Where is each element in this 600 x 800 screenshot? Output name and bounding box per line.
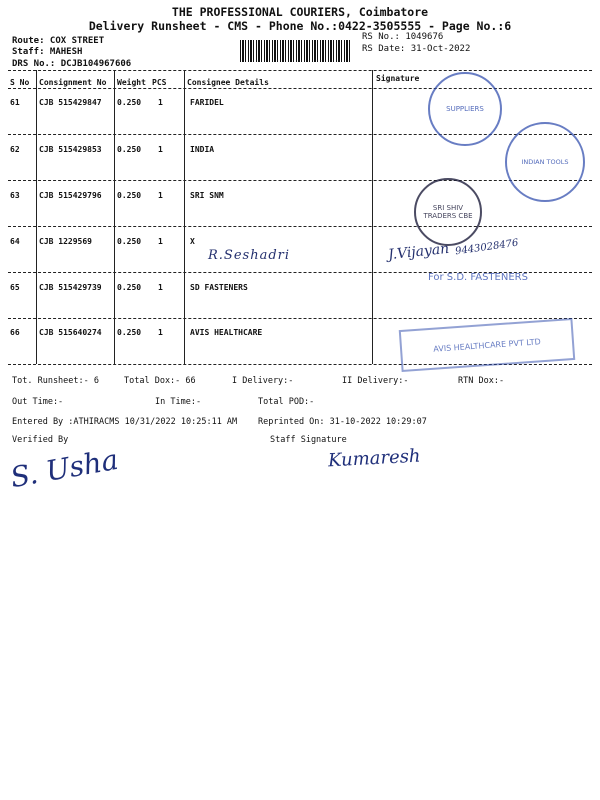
rs-date: RS Date: 31-Oct-2022	[362, 44, 471, 54]
row-consignee: AVIS HEALTHCARE	[190, 328, 263, 337]
stamp-text: AVIS HEALTHCARE PVT LTD	[433, 336, 541, 354]
row-divider	[8, 226, 592, 227]
col-header-consignment: Consignment No	[39, 78, 107, 87]
company-title: THE PROFESSIONAL COURIERS, Coimbatore	[171, 5, 429, 19]
first-delivery: I Delivery:-	[232, 376, 294, 386]
row-pcs: 1	[158, 283, 163, 292]
row-consignment: CJB 515429796	[39, 191, 102, 200]
row-sno: 64	[10, 237, 20, 246]
row-weight: 0.250	[117, 98, 142, 107]
row-consignee: X	[190, 237, 195, 246]
col-header-consignee: Consignee Details	[187, 78, 269, 87]
row-pcs: 1	[158, 328, 163, 337]
row-consignment: CJB 515640274	[39, 328, 102, 337]
stamp-text: SUPPLIERS	[446, 105, 484, 113]
row-consignee: INDIA	[190, 145, 215, 154]
row-sno: 61	[10, 98, 20, 107]
drs-number: DRS No.: DCJB104967606	[12, 59, 132, 69]
column-divider	[114, 70, 115, 364]
row-consignment: CJB 515429739	[39, 283, 102, 292]
row-weight: 0.250	[117, 283, 142, 292]
row-weight: 0.250	[117, 191, 142, 200]
row-consignment: CJB 515429847	[39, 98, 102, 107]
staff-signature: Kumaresh	[327, 445, 422, 472]
total-dox: Total Dox:- 66	[124, 376, 196, 386]
total-pod: Total POD:-	[258, 397, 315, 407]
second-delivery: II Delivery:-	[342, 376, 409, 386]
out-time: Out Time:-	[12, 397, 64, 407]
reprinted-on: Reprinted On: 31-10-2022 10:29:07	[258, 417, 427, 427]
rs-number: RS No.: 1049676	[362, 32, 444, 42]
verified-by-label: Verified By	[12, 435, 69, 445]
row-consignee: FARIDEL	[190, 98, 224, 107]
total-runsheet: Tot. Runsheet:- 6	[12, 376, 99, 386]
header-bottom-rule	[8, 88, 592, 89]
stamp-text: INDIAN TOOLS	[521, 158, 569, 166]
row-pcs: 1	[158, 237, 163, 246]
row-consignee: SD FASTENERS	[190, 283, 248, 292]
entered-by: Entered By :ATHIRACMS 10/31/2022 10:25:11 AM	[12, 417, 238, 427]
row-weight: 0.250	[117, 145, 142, 154]
company-stamp	[505, 122, 585, 202]
row-weight: 0.250	[117, 237, 142, 246]
company-stamp	[414, 178, 482, 246]
in-time: In Time:-	[155, 397, 202, 407]
row-consignment: CJB 515429853	[39, 145, 102, 154]
row-divider	[8, 180, 592, 181]
handwritten-phone: 9443028476	[454, 237, 520, 258]
row-weight: 0.250	[117, 328, 142, 337]
col-header-sno: S No	[10, 78, 30, 87]
route-label: Route: COX STREET	[12, 36, 105, 46]
row-consignee: SRI SNM	[190, 191, 224, 200]
col-header-weight: Weight	[117, 78, 146, 87]
fasteners-stamp: For S.D. FASTENERS	[428, 272, 528, 283]
row-sno: 63	[10, 191, 20, 200]
return-dox: RTN Dox:-	[458, 376, 505, 386]
staff-label: Staff: MAHESH	[12, 47, 83, 57]
runsheet-subtitle: Delivery Runsheet - CMS - Phone No.:0422-3505555 - Page No.:6	[88, 19, 512, 33]
col-header-pcs: PCS	[152, 78, 167, 87]
col-header-signature: Signature	[376, 74, 420, 83]
column-divider	[184, 70, 185, 364]
table-top-rule	[8, 70, 592, 71]
row-divider	[8, 134, 592, 135]
stamp-text: SRI SHIV TRADERS CBE	[423, 204, 473, 220]
row-sno: 62	[10, 145, 20, 154]
staff-signature-label: Staff Signature	[270, 435, 347, 445]
verified-signature: S. Usha	[7, 442, 121, 495]
row-pcs: 1	[158, 98, 163, 107]
company-stamp	[428, 72, 502, 146]
handwritten-receiver-name: R.Seshadri	[208, 248, 291, 263]
handwritten-signature: J.Vijayan	[387, 240, 450, 264]
row-pcs: 1	[158, 145, 163, 154]
row-consignment: CJB 1229569	[39, 237, 92, 246]
row-pcs: 1	[158, 191, 163, 200]
row-sno: 65	[10, 283, 20, 292]
barcode	[240, 40, 350, 62]
row-divider	[8, 318, 592, 319]
row-sno: 66	[10, 328, 20, 337]
column-divider	[372, 70, 373, 364]
column-divider	[36, 70, 37, 364]
